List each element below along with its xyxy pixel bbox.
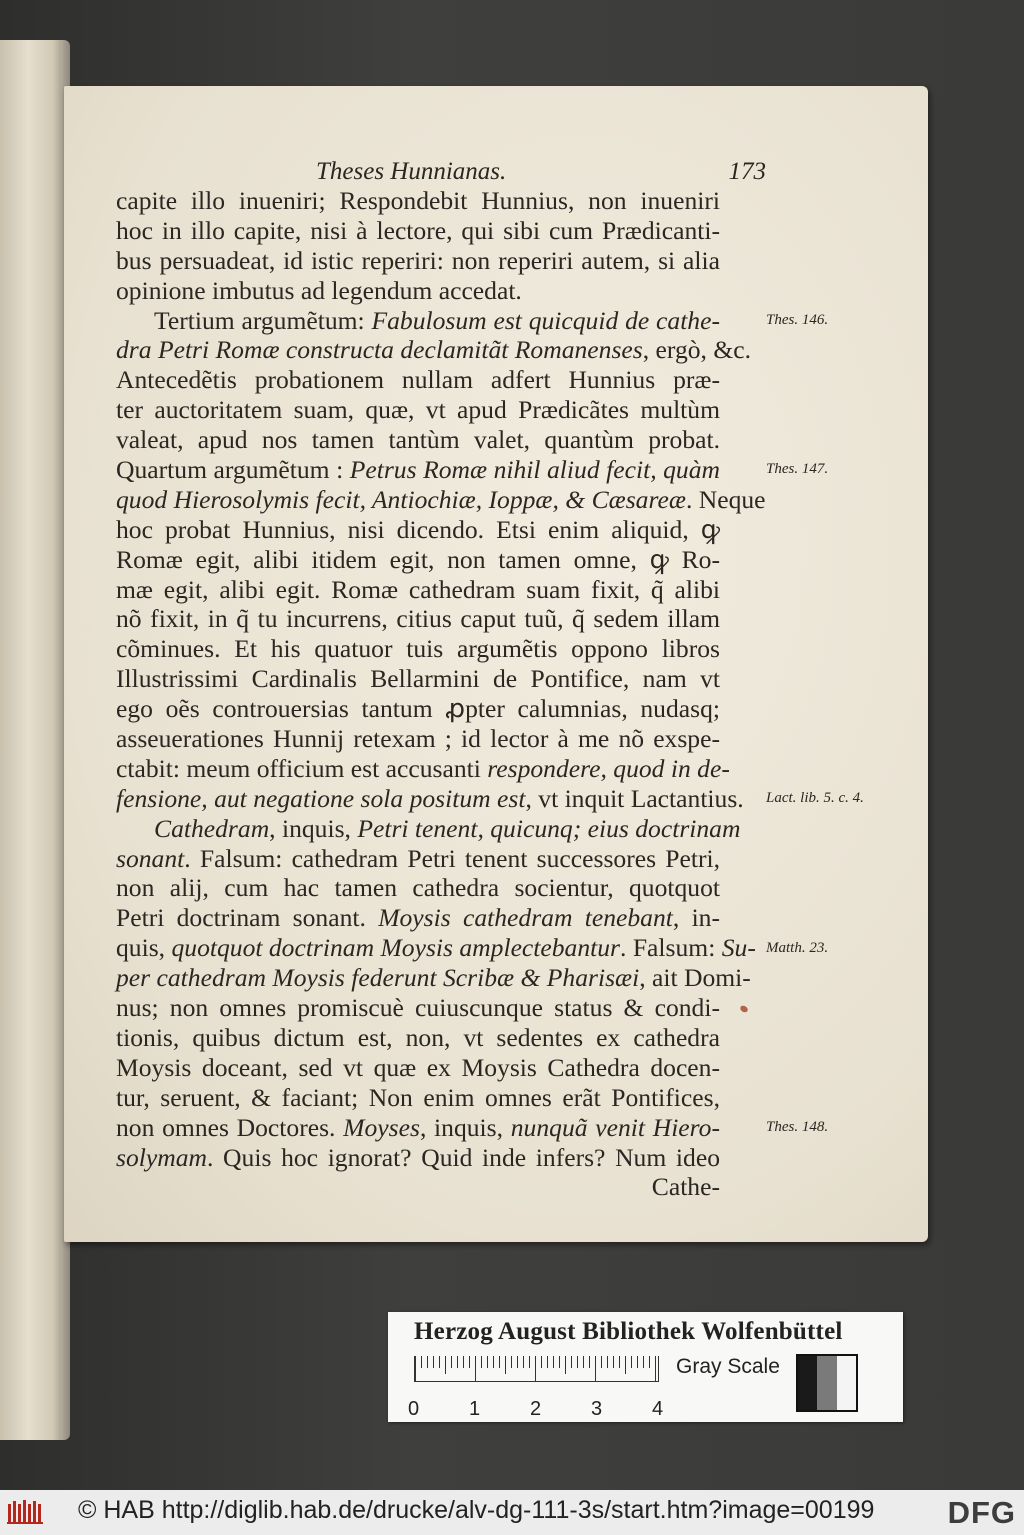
ruler-number: 1 xyxy=(469,1398,481,1420)
text-line xyxy=(116,753,730,784)
roman-run: , ait Domi- xyxy=(639,963,751,993)
italic-run: per cathedram Moysis federunt Scribæ & Pharisæi xyxy=(116,963,640,993)
gray-scale-swatches xyxy=(796,1354,858,1412)
roman-run: quis, xyxy=(116,933,172,963)
text-line xyxy=(116,1023,720,1053)
ruler-tick xyxy=(445,1356,446,1374)
text-line xyxy=(116,545,720,575)
roman-run: , ergò, &c. xyxy=(642,335,752,365)
running-head-title: Theses Hunnianas. xyxy=(316,158,507,185)
ruler-tick xyxy=(499,1356,500,1368)
roman-run: asseuerationes Hunnij retexam ; id lector à me nõ exspe- xyxy=(116,724,720,754)
italic-run: Petrus Romæ nihil aliud fecit, quàm xyxy=(349,455,720,485)
ruler-tick xyxy=(415,1356,416,1382)
roman-run: ter auctoritatem suam, quæ, vt apud Prædicãtes multùm xyxy=(116,395,720,425)
ruler-tick xyxy=(643,1356,644,1368)
roman-run: Romæ egit, alibi itidem egit, non tamen omne, ꝙ Ro- xyxy=(116,544,720,574)
roman-run: tur, seruent, & faciant; Non enim omnes erãt Pontifices, xyxy=(116,1082,720,1112)
ruler-tick xyxy=(433,1356,434,1368)
gray-swatch xyxy=(837,1356,856,1410)
catchword xyxy=(116,1172,720,1202)
ruler-tick xyxy=(613,1356,614,1368)
text-line xyxy=(116,1143,720,1173)
text-line xyxy=(116,484,766,515)
ruler-tick xyxy=(487,1356,488,1368)
roman-run: , vt inquit Lactantius. xyxy=(525,783,744,813)
ruler-tick xyxy=(625,1356,626,1374)
roman-run: . Falsum: xyxy=(620,933,722,963)
roman-run: hoc probat Hunnius, nisi dicendo. Etsi enim aliquid, ꝙ xyxy=(116,514,720,544)
roman-run: hoc in illo capite, nisi à lectore, qui sibi cum Prædicanti- xyxy=(116,215,720,245)
roman-run: non alij, cum hac tamen cathedra socientur, quotquot xyxy=(116,873,720,903)
italic-run: Moyses xyxy=(343,1112,420,1142)
ruler-tick xyxy=(619,1356,620,1368)
ruler-tick xyxy=(541,1356,542,1368)
text-line xyxy=(116,515,720,545)
text-line xyxy=(116,634,720,664)
marginal-note: Matth. 23. xyxy=(766,939,829,956)
italic-run: Moysis cathedram tenebant xyxy=(378,903,673,933)
roman-run: Quartum argumẽtum : xyxy=(116,455,350,485)
marginal-note: Lact. lib. 5. c. 4. xyxy=(766,790,864,806)
italic-run: sonant xyxy=(116,843,185,873)
italic-run: fensione, aut negatione sola positum est xyxy=(116,783,526,813)
ruler-tick xyxy=(565,1356,566,1374)
library-name: Herzog August Bibliothek Wolfenbüttel xyxy=(414,1318,843,1345)
italic-run: solymam xyxy=(116,1142,207,1172)
ruler-number: 4 xyxy=(652,1398,664,1420)
ruler-tick xyxy=(577,1356,578,1368)
ruler-tick xyxy=(451,1356,452,1368)
text-line xyxy=(116,813,741,844)
roman-run: ego oẽs controuersias tantum ꝓpter calumnias, nudasq; xyxy=(116,694,720,724)
italic-run: respondere, quod in de- xyxy=(487,753,730,783)
text-line xyxy=(116,365,720,395)
text-line xyxy=(116,395,720,425)
roman-run: , inquis, xyxy=(269,813,358,843)
copyright-link[interactable]: © HAB http://diglib.hab.de/drucke/alv-dg-111-3s/start.htm?image=00199 xyxy=(78,1496,875,1524)
roman-run: capite illo inueniri; Respondebit Hunnius, non inueniri xyxy=(116,186,720,215)
roman-run: cõminues. Et his quatuor tuis argumẽtis oppono libros xyxy=(116,634,720,664)
ruler-tick xyxy=(511,1356,512,1368)
roman-run: Cathe- xyxy=(651,1172,720,1202)
gray-swatch xyxy=(798,1356,817,1410)
roman-run: . Neque xyxy=(685,484,766,514)
footer-bar xyxy=(0,1490,1024,1535)
roman-run: ctabit: meum officium est accusanti xyxy=(116,753,488,783)
color-scale-card xyxy=(388,1312,903,1422)
ruler-tick xyxy=(559,1356,560,1368)
marginal-note: Thes. 146. xyxy=(766,311,829,328)
ruler-tick xyxy=(529,1356,530,1368)
ruler-tick xyxy=(439,1356,440,1368)
roman-run: Antecedẽtis probationem nullam adfert Hunnius præ- xyxy=(116,365,720,395)
text-line xyxy=(116,664,720,694)
ruler-tick xyxy=(523,1356,524,1368)
roman-run: bus persuadeat, id istic reperiri: non reperiri autem, si alia xyxy=(116,245,720,275)
roman-run: , in- xyxy=(672,903,720,933)
roman-run: tionis, quibus dictum est, non, vt sedentes ex cathedra xyxy=(116,1022,720,1052)
text-line xyxy=(116,903,720,933)
text-line xyxy=(116,1113,720,1143)
marginal-note: Thes. 148. xyxy=(766,1118,829,1135)
text-line xyxy=(116,963,751,993)
ruler-tick xyxy=(421,1356,422,1368)
italic-run: Cathedram xyxy=(154,813,270,843)
italic-run: quod Hierosolymis fecit, Antiochiæ, Ioppæ, & Cæsareæ xyxy=(116,484,686,514)
previous-page-edge xyxy=(0,40,70,1440)
text-line xyxy=(116,1083,720,1113)
ruler-tick xyxy=(493,1356,494,1368)
roman-run: Moysis doceant, sed vt quæ ex Moysis Cathedra docen- xyxy=(116,1052,720,1082)
roman-run: nus; non omnes promiscuè cuiuscunque status & condi- xyxy=(116,993,720,1023)
body-text xyxy=(116,186,766,1202)
ruler-scale xyxy=(414,1356,659,1382)
ruler-number: 3 xyxy=(591,1398,603,1420)
ruler-tick xyxy=(463,1356,464,1368)
ruler-tick xyxy=(505,1356,506,1374)
text-line xyxy=(116,873,720,903)
marginal-note: Thes. 147. xyxy=(766,461,829,478)
text-line xyxy=(116,844,720,874)
ruler-tick xyxy=(589,1356,590,1368)
text-line xyxy=(116,246,720,276)
text-line xyxy=(116,276,720,306)
ruler-tick xyxy=(631,1356,632,1368)
text-line xyxy=(116,694,720,724)
italic-run: nunquã venit Hiero- xyxy=(510,1112,720,1142)
roman-run: . Falsum: cathedram Petri tenent successores Petri, xyxy=(184,843,720,873)
text-line xyxy=(116,993,720,1023)
page-number: 173 xyxy=(728,158,766,185)
ruler-number: 0 xyxy=(408,1398,420,1420)
ruler-number: 2 xyxy=(530,1398,542,1420)
ruler-tick xyxy=(571,1356,572,1368)
text-line xyxy=(116,783,744,814)
ruler-tick xyxy=(475,1356,476,1382)
ruler-tick xyxy=(481,1356,482,1368)
text-line xyxy=(116,455,720,485)
roman-run: mæ egit, alibi egit. Romæ cathedram suam fixit, q̃ alibi xyxy=(116,574,720,604)
roman-run: Illustrissimi Cardinalis Bellarmini de Pontifice, nam vt xyxy=(116,664,720,694)
dfg-logo: DFG xyxy=(947,1495,1016,1530)
ruler-tick xyxy=(583,1356,584,1368)
roman-run: valeat, apud nos tamen tantùm valet, quantùm probat. xyxy=(116,425,720,455)
roman-run: Petri doctrinam sonant. xyxy=(116,903,379,933)
ruler-tick xyxy=(469,1356,470,1368)
text-line xyxy=(116,724,720,754)
ruler-tick xyxy=(595,1356,596,1382)
book-page xyxy=(64,86,928,1242)
text-line xyxy=(116,186,720,216)
roman-run: . Quis hoc ignorat? Quid inde infers? Num ideo xyxy=(207,1142,720,1172)
italic-run: dra Petri Romæ constructa declamitãt Romanenses xyxy=(116,335,643,365)
italic-run: Su- xyxy=(721,933,756,963)
italic-run: Fabulosum est quicquid de cathe- xyxy=(371,305,720,335)
text-line xyxy=(116,1053,720,1083)
italic-run: quotquot doctrinam Moysis amplectebantur xyxy=(171,933,621,963)
ruler-tick xyxy=(649,1356,650,1368)
roman-run: opinione imbutus ad legendum accedat. xyxy=(116,275,522,305)
text-line xyxy=(116,306,720,336)
ink-mark xyxy=(739,1004,749,1013)
text-line xyxy=(116,575,720,605)
ruler-tick xyxy=(607,1356,608,1368)
ruler-tick xyxy=(637,1356,638,1368)
ruler-tick xyxy=(553,1356,554,1368)
hab-logo-icon xyxy=(6,1498,46,1526)
text-line xyxy=(116,216,720,246)
ruler-tick xyxy=(427,1356,428,1368)
text-line xyxy=(116,335,752,365)
ruler-tick xyxy=(535,1356,536,1382)
roman-run: non omnes Doctores. xyxy=(116,1112,344,1142)
roman-run: Tertium argumẽtum: xyxy=(154,305,372,335)
ruler-tick xyxy=(517,1356,518,1368)
roman-run: , inquis, xyxy=(419,1112,511,1142)
text-line xyxy=(116,604,720,634)
ruler-tick xyxy=(655,1356,656,1382)
gray-swatch xyxy=(817,1356,836,1410)
text-line xyxy=(116,933,756,963)
gray-scale-label: Gray Scale xyxy=(676,1355,780,1378)
ruler-tick xyxy=(547,1356,548,1368)
ruler-tick xyxy=(457,1356,458,1368)
ruler-tick xyxy=(601,1356,602,1368)
italic-run: Petri tenent, quicunq; eius doctrinam xyxy=(357,813,741,843)
text-line xyxy=(116,425,720,455)
roman-run: nõ fixit, in q̃ tu incurrens, citius caput tuũ, q̃ sedem illam xyxy=(116,604,720,634)
